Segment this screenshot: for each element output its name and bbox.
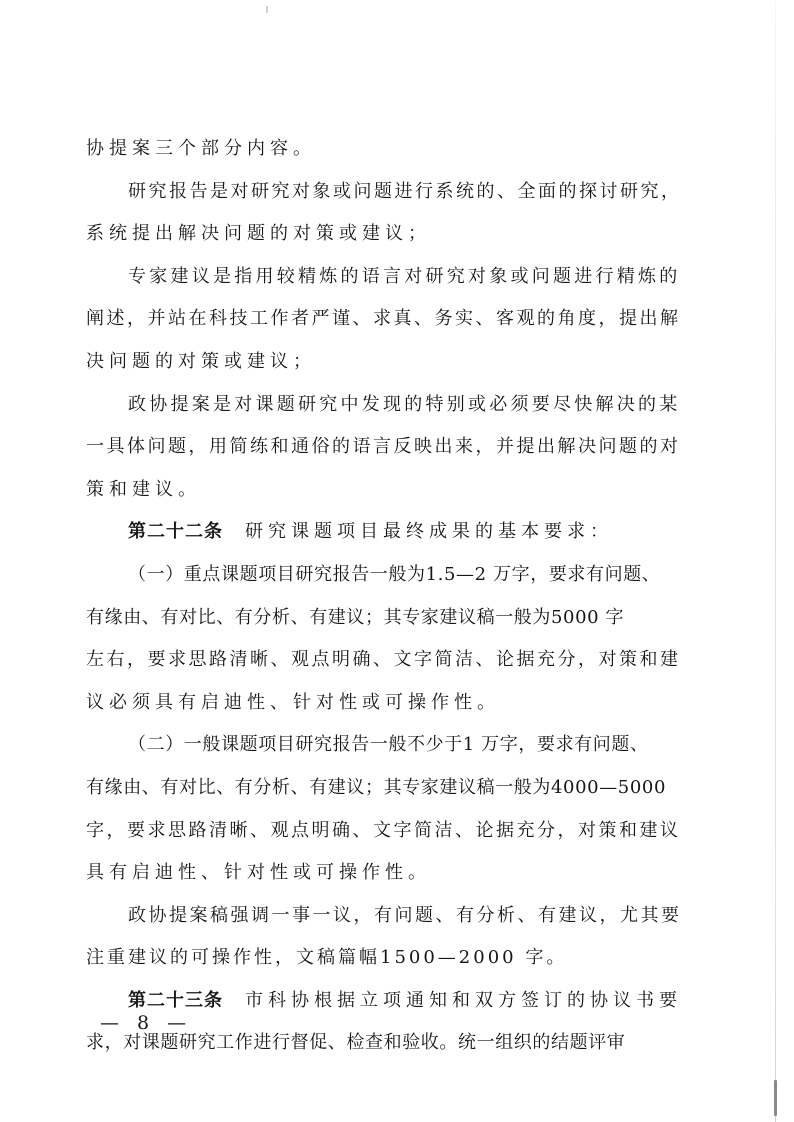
article-23-title: 第二十三条 bbox=[128, 989, 223, 1011]
text-line: 策和建议。 bbox=[86, 478, 201, 500]
text-line: （一）重点课题项目研究报告一般为1.5—2 万字，要求有问题、 bbox=[128, 563, 661, 585]
page-number: — 8 — bbox=[100, 1012, 193, 1034]
text-line: 阐述，并站在科技工作者严谨、求真、务实、客观的角度，提出解 bbox=[86, 308, 681, 330]
text-line: 议必须具有启迪性、针对性或可操作性。 bbox=[86, 691, 500, 713]
text-line: 有缘由、有对比、有分析、有建议；其专家建议稿一般为4000—5000 bbox=[86, 776, 667, 798]
text-line: 具有启迪性、针对性或可操作性。 bbox=[86, 862, 431, 884]
page-edge-shadow bbox=[775, 0, 776, 1122]
text-line: 专家建议是指用较精炼的语言对研究对象或问题进行精炼的 bbox=[128, 265, 681, 287]
article-23-text: 市科协根据立项通知和双方签订的协议书要 bbox=[245, 989, 682, 1011]
text-line: 一具体问题，用简练和通俗的语言反映出来，并提出解决问题的对 bbox=[86, 436, 681, 458]
text-line: （二）一般课题项目研究报告一般不少于1 万字，要求有问题、 bbox=[128, 734, 649, 756]
article-22 bbox=[86, 511, 686, 554]
text-line: 字，要求思路清晰、观点明确、文字简洁、论据充分，对策和建议 bbox=[86, 819, 681, 841]
text-line: 政协提案稿强调一事一议，有问题、有分析、有建议，尤其要 bbox=[128, 904, 682, 926]
text-line: 协提案三个部分内容。 bbox=[86, 138, 316, 159]
text-line: 政协提案是对课题研究中发现的特别或必须要尽快解决的某 bbox=[128, 393, 681, 415]
text-line: 研究报告是对研究对象或问题进行系统的、全面的探讨研究， bbox=[128, 180, 682, 202]
text-line: 决问题的对策或建议； bbox=[86, 350, 316, 372]
text-line: 系统提出解决问题的对策或建议； bbox=[86, 223, 431, 245]
text-line: 求，对课题研究工作进行督促、检查和验收。统一组织的结题评审 bbox=[86, 1032, 626, 1054]
text-line: 注重建议的可操作性，文稿篇幅1500—2000 字。 bbox=[86, 947, 568, 969]
article-22-text: 研究课题项目最终成果的基本要求： bbox=[245, 521, 613, 543]
page-edge-mark bbox=[774, 1080, 777, 1116]
document-body bbox=[86, 128, 686, 1065]
text-line: 有缘由、有对比、有分析、有建议；其专家建议稿一般为5000 字 bbox=[86, 606, 625, 628]
article-22-title: 第二十二条 bbox=[128, 521, 223, 543]
scan-mark bbox=[266, 6, 268, 13]
text-line: 左右，要求思路清晰、观点明确、文字简洁、论据充分，对策和建 bbox=[86, 649, 681, 671]
